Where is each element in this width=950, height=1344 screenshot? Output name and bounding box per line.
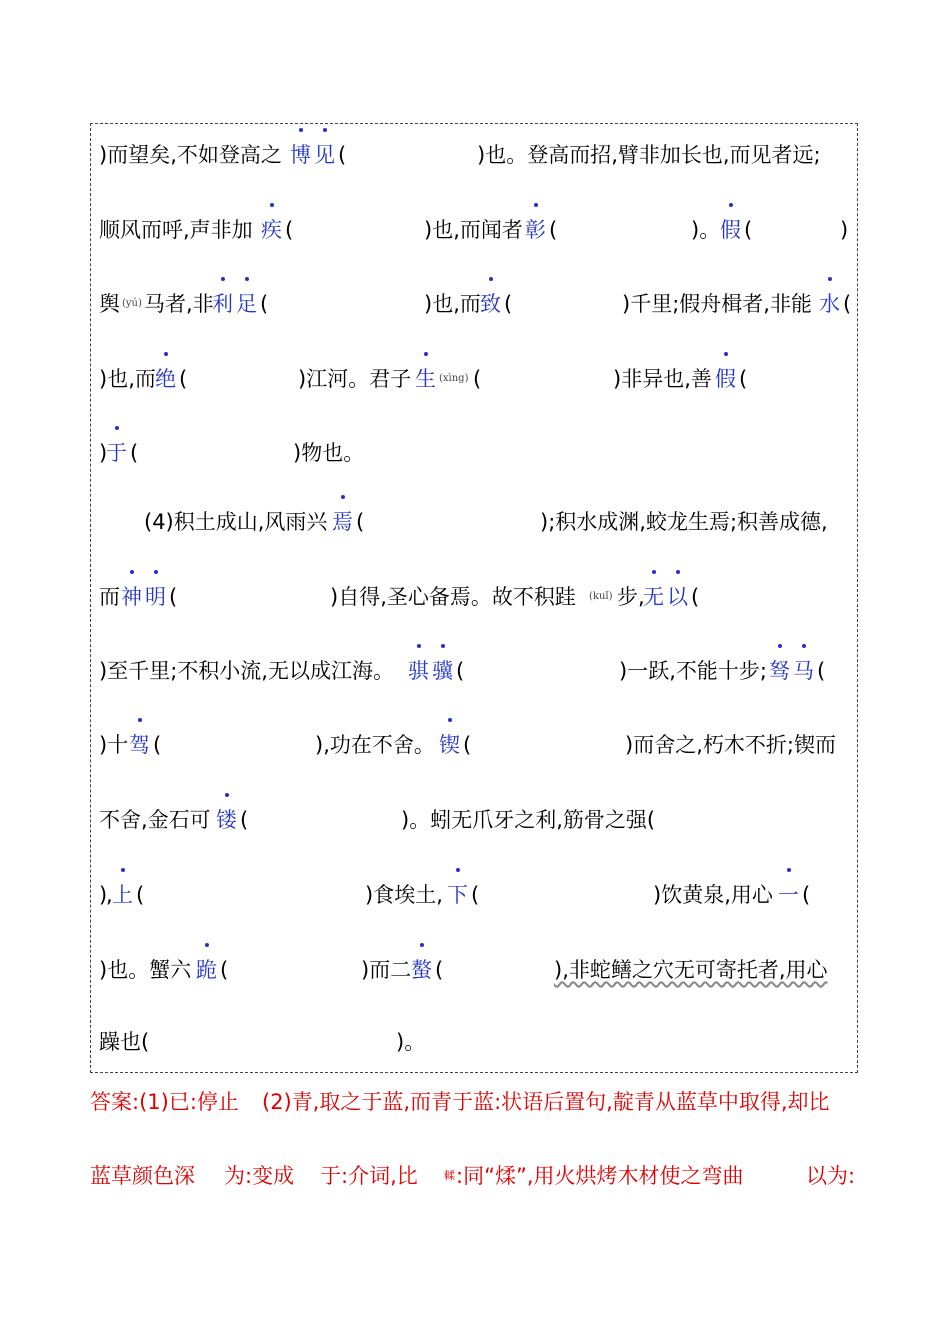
keyword-dotted: 锲 — [439, 725, 460, 765]
text-segment: )也,而闻者 — [424, 218, 523, 242]
answer-segment: 蓝草颜色深 — [90, 1164, 195, 1188]
answer-segment: 輮 — [444, 1169, 455, 1182]
text-segment: ( — [130, 441, 139, 465]
keyword-dotted: 彰 — [525, 210, 546, 250]
keyword-dotted: 水 — [819, 284, 840, 324]
text-segment: ( — [338, 143, 347, 167]
text-segment: ( — [471, 883, 480, 907]
answer-segment: :同“煣”,用火烘烤木材使之弯曲 — [456, 1164, 744, 1188]
text-segment: )也,而 — [99, 367, 156, 391]
keyword-dotted: 以 — [667, 577, 688, 617]
text-segment: ( — [260, 292, 269, 316]
text-segment: (4)积土成山,风雨兴 — [144, 510, 328, 534]
pinyin-annotation: (yú) — [122, 298, 142, 309]
text-segment: ) — [840, 218, 849, 242]
text-segment: ( — [179, 367, 188, 391]
text-segment: )千里;假舟楫者,非能 — [622, 292, 812, 316]
pinyin-annotation: (xìng) — [439, 373, 469, 384]
text-segment: )。 — [691, 218, 721, 242]
text-segment: )而二 — [361, 958, 412, 982]
answer-segment: 以为: — [806, 1164, 856, 1188]
text-segment: )饮黄泉,用心 — [653, 883, 773, 907]
keyword-dotted: 焉 — [332, 502, 353, 542]
text-segment: 步, — [617, 585, 645, 609]
keyword-dotted: 螯 — [411, 950, 432, 990]
keyword-dotted: 骥 — [432, 651, 453, 691]
text-segment: ( — [456, 659, 465, 683]
text-segment: )也,而 — [424, 292, 481, 316]
text-segment: ( — [463, 733, 472, 757]
keyword-dotted: 于 — [106, 433, 127, 473]
text-segment: )江河。君子 — [298, 367, 412, 391]
text-segment: ( — [435, 958, 444, 982]
keyword-dotted: 马 — [793, 651, 814, 691]
text-segment: ( — [285, 218, 294, 242]
text-segment: ) — [99, 883, 108, 907]
text-segment: )也。蟹六 — [99, 958, 192, 982]
answer-segment: 为:变成 — [224, 1164, 295, 1188]
text-segment: ( — [691, 585, 700, 609]
text-segment: 舆 — [99, 292, 120, 316]
text-segment: )。 — [396, 1030, 426, 1054]
keyword-dotted: 上 — [112, 875, 133, 915]
text-segment: ( — [843, 292, 852, 316]
text-segment: ( — [240, 808, 249, 832]
text-segment: )至千里;不积小流,无以成江海。 — [99, 659, 394, 683]
text-segment: 躁也( — [99, 1030, 150, 1054]
keyword-dotted: 绝 — [155, 359, 176, 399]
keyword-dotted: 骐 — [408, 651, 429, 691]
keyword-dotted: 见 — [314, 135, 335, 175]
keyword-dotted: 下 — [447, 875, 468, 915]
keyword-dotted: 跪 — [196, 950, 217, 990]
keyword-dotted: 利 — [212, 284, 233, 324]
keyword-dotted: 足 — [236, 284, 257, 324]
keyword-dotted: 神 — [121, 577, 142, 617]
text-segment: )也。登高而招,臂非加长也,而见者远; — [477, 143, 821, 167]
answer-segment: (2)青,取之于蓝,而青于蓝:状语后置句,靛青从蓝草中取得,却比 — [262, 1090, 830, 1114]
text-segment: ),非蛇鳝之穴无可寄托者,用心 — [554, 958, 828, 982]
text-segment: ) — [99, 441, 108, 465]
text-segment: )而舍之,朽木不折;锲而 — [625, 733, 836, 757]
text-segment: ( — [220, 958, 229, 982]
answer-segment: 答案:(1)已:停止 — [90, 1090, 239, 1114]
text-segment: ),功在不舍。 — [315, 733, 435, 757]
text-segment: ( — [817, 659, 826, 683]
keyword-dotted: 明 — [145, 577, 166, 617]
text-segment: ( — [169, 585, 178, 609]
pinyin-annotation: (kuǐ) — [589, 591, 613, 602]
text-segment: 而 — [99, 585, 120, 609]
text-segment: )十 — [99, 733, 129, 757]
text-segment: )而望矣,不如登高之 — [99, 143, 282, 167]
text-segment: ( — [356, 510, 365, 534]
keyword-dotted: 疾 — [261, 210, 282, 250]
text-segment: 顺风而呼,声非加 — [99, 218, 253, 242]
text-segment: ( — [136, 883, 145, 907]
keyword-dotted: 致 — [480, 284, 501, 324]
text-segment: )物也。 — [293, 441, 365, 465]
keyword-dotted: 镂 — [216, 800, 237, 840]
keyword-dotted: 无 — [643, 577, 664, 617]
text-segment: )。蚓无爪牙之利,筋骨之强( — [401, 808, 656, 832]
keyword-dotted: 博 — [290, 135, 311, 175]
text-segment: )食埃土, — [365, 883, 443, 907]
text-segment: )非异也,善 — [613, 367, 712, 391]
text-segment: ( — [473, 367, 482, 391]
text-segment: ( — [153, 733, 162, 757]
answer-segment: 于:介词,比 — [320, 1164, 418, 1188]
text-segment: ( — [744, 218, 753, 242]
text-segment: ( — [802, 883, 811, 907]
keyword-dotted: 一 — [778, 875, 799, 915]
keyword-dotted: 驾 — [129, 725, 150, 765]
text-segment: 马者,非 — [144, 292, 214, 316]
text-segment: ( — [549, 218, 558, 242]
text-segment: );积水成渊,蛟龙生焉;积善成德, — [540, 510, 828, 534]
keyword-dotted: 驽 — [769, 651, 790, 691]
text-segment: , — [106, 883, 113, 907]
keyword-dotted: 假 — [720, 210, 741, 250]
keyword-dotted: 假 — [715, 359, 736, 399]
text-segment: )一跃,不能十步; — [619, 659, 767, 683]
keyword-dotted: 生 — [415, 359, 436, 399]
text-segment: )自得,圣心备焉。故不积跬 — [330, 585, 576, 609]
text-segment: 不舍,金石可 — [99, 808, 211, 832]
text-segment: ( — [504, 292, 513, 316]
text-segment: ( — [739, 367, 748, 391]
